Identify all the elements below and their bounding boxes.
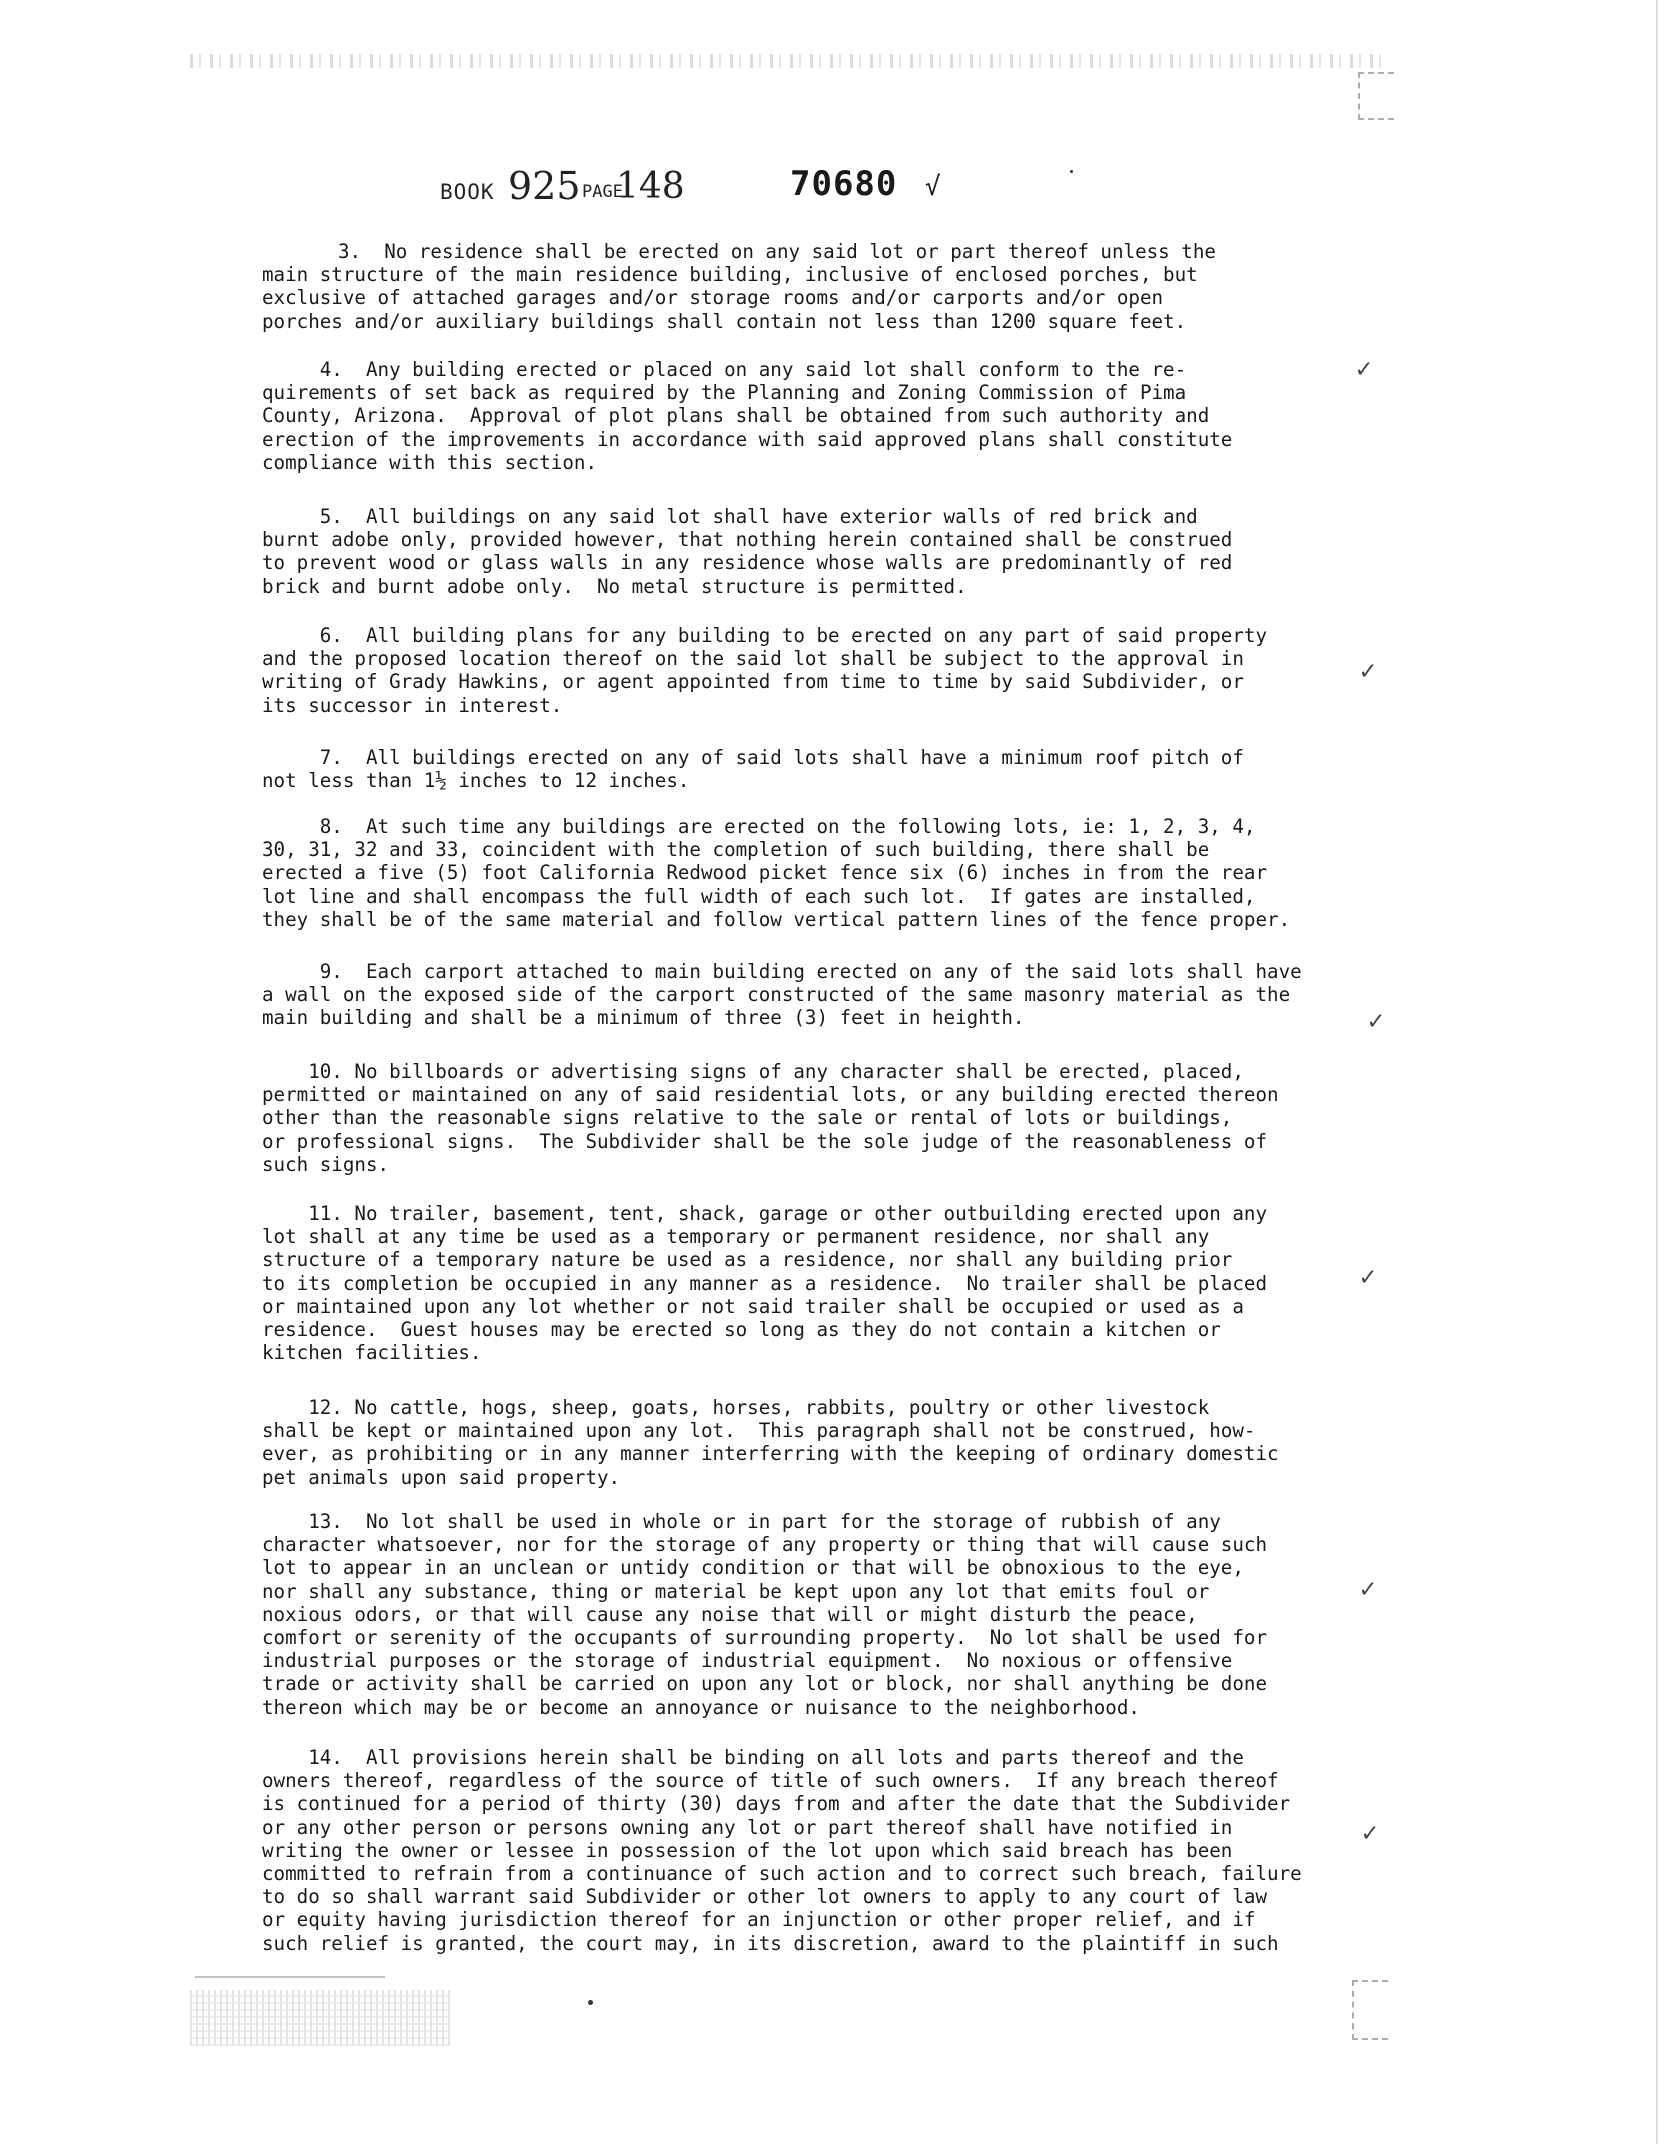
scan-noise-bottom [190,1990,450,2046]
text-line: porches and/or auxiliary buildings shall contain not less than 1200 square feet. [262,309,1187,333]
text-line: exclusive of attached garages and/or storage rooms and/or carports and/or open [262,286,1164,310]
book-number: 925 [508,164,581,208]
text-line: burnt adobe only, provided however, that nothing herein contained shall be construed [262,528,1233,552]
covenant-paragraph [262,1202,1372,1364]
text-line: or equity having jurisdiction thereof for an injunction or other proper relief, and if [262,1908,1256,1932]
text-line: 5. All buildings on any said lot shall have exterior walls of red brick and [262,505,1198,528]
text-line: County, Arizona. Approval of plot plans shall be obtained from such authority and [262,404,1210,428]
page-number: 148 [616,166,685,207]
text-line: not less than 1½ inches to 12 inches. [262,769,690,793]
text-line: structure of a temporary nature be used as a residence, nor shall any building prior [262,1248,1233,1272]
margin-tick-icon: ✓ [1368,1006,1384,1036]
text-line: writing of Grady Hawkins, or agent appointed from time to time by said Subdivider, or [262,670,1244,694]
text-line: compliance with this section. [262,450,598,474]
margin-tick-icon: ✓ [1360,1262,1376,1292]
covenant-paragraph [262,624,1372,717]
text-line: character whatsoever, nor for the storage of any property or thing that will cause such [262,1533,1268,1557]
bottom-rule [195,1976,385,1978]
margin-tick-icon: ✓ [1362,1818,1378,1848]
text-line: committed to refrain from a continuance of such action and to correct such breach, failure [262,1862,1302,1886]
text-line: lot to appear in an unclean or untidy condition or that will be obnoxious to the eye, [262,1556,1244,1580]
text-line: writing the owner or lessee in possession of the lot upon which said breach has been [262,1838,1233,1862]
page-edge [1656,0,1658,2144]
text-line: 6. All building plans for any building to be erected on any part of said property [262,624,1268,647]
text-line: or any other person or persons owning any lot or part thereof shall have notified in [262,1815,1233,1839]
text-line: thereon which may be or become an annoyance or nuisance to the neighborhood. [262,1695,1140,1719]
text-line: 3. No residence shall be erected on any said lot or part thereof unless the [338,240,1216,263]
book-label: BOOK [440,180,495,204]
text-line: noxious odors, or that will cause any noise that will or might disturb the peace, [262,1602,1198,1626]
corner-crop-mark [1358,72,1394,120]
text-line: permitted or maintained on any of said residential lots, or any building erected thereon [262,1083,1279,1107]
covenant-paragraph [262,240,1448,333]
text-line: 8. At such time any buildings are erected on the following lots, ie: 1, 2, 3, 4, [262,815,1256,838]
text-line: 11. No trailer, basement, tent, shack, garage or other outbuilding erected upon any [262,1202,1268,1225]
text-line: they shall be of the same material and follow vertical pattern lines of the fence proper. [262,907,1291,931]
margin-tick-icon: ✓ [1356,354,1372,384]
text-line: lot line and shall encompass the full width of each such lot. If gates are installed, [262,884,1256,908]
text-line: such relief is granted, the court may, in its discretion, award to the plaintiff in such [262,1931,1279,1955]
text-line: or professional signs. The Subdivider shall be the sole judge of the reasonableness of [262,1129,1268,1153]
scan-speck [1070,170,1073,173]
scan-speck [588,2000,593,2005]
text-line: main building and shall be a minimum of three (3) feet in heighth. [262,1006,1025,1030]
text-line: 9. Each carport attached to main building erected on any of the said lots shall have [262,960,1302,983]
text-line: 14. All provisions herein shall be binding on all lots and parts thereof and the [262,1746,1244,1769]
text-line: such signs. [262,1152,390,1176]
text-line: 12. No cattle, hogs, sheep, goats, horses, rabbits, poultry or other livestock [262,1396,1210,1419]
text-line: lot shall at any time be used as a temporary or permanent residence, nor shall any [262,1225,1210,1249]
text-line: to its completion be occupied in any manner as a residence. No trailer shall be placed [262,1271,1268,1295]
margin-tick-icon: ✓ [1360,1574,1376,1604]
text-line: pet animals upon said property. [262,1465,621,1489]
covenant-paragraph [262,1060,1372,1176]
scan-noise-top [190,54,1390,68]
text-line: residence. Guest houses may be erected so long as they do not contain a kitchen or [262,1318,1221,1342]
text-line: a wall on the exposed side of the carport constructed of the same masonry material as the [262,983,1291,1007]
text-line: to prevent wood or glass walls in any residence whose walls are predominantly of red [262,551,1233,575]
document-number-value: 70680 [790,164,898,204]
check-mark-icon: √ [924,172,942,202]
text-line: industrial purposes or the storage of industrial equipment. No noxious or offensive [262,1649,1233,1673]
text-line: and the proposed location thereof on the said lot shall be subject to the approval in [262,647,1244,671]
text-line: 13. No lot shall be used in whole or in part for the storage of rubbish of any [262,1510,1221,1533]
covenant-paragraph [262,815,1372,931]
corner-crop-mark [1352,1980,1388,2040]
covenant-paragraph [262,358,1372,474]
text-line: 7. All buildings erected on any of said lots shall have a minimum roof pitch of [262,746,1244,769]
covenant-paragraph [262,1746,1372,1955]
text-line: quirements of set back as required by the Planning and Zoning Commission of Pima [262,381,1187,405]
text-line: 30, 31, 32 and 33, coincident with the completion of such building, there shall be [262,838,1210,862]
covenant-paragraph [262,505,1372,598]
text-line: 4. Any building erected or placed on any said lot shall conform to the re- [262,358,1187,381]
text-line: brick and burnt adobe only. No metal structure is permitted. [262,574,967,598]
text-line: other than the reasonable signs relative to the sale or rental of lots or buildings, [262,1106,1233,1130]
text-line: or maintained upon any lot whether or not said trailer shall be occupied or used as a [262,1294,1244,1318]
text-line: kitchen facilities. [262,1341,482,1365]
text-line: 10. No billboards or advertising signs of any character shall be erected, placed, [262,1060,1244,1083]
margin-tick-icon: ✓ [1360,656,1376,686]
covenant-paragraph [262,960,1372,1030]
text-line: is continued for a period of thirty (30) days from and after the date that the Subdivider [262,1792,1291,1816]
covenant-paragraph [262,1510,1372,1719]
text-line: erection of the improvements in accordance with said approved plans shall constitute [262,427,1233,451]
text-line: shall be kept or maintained upon any lot. This paragraph shall not be construed, how- [262,1419,1256,1443]
text-line: owners thereof, regardless of the source of title of such owners. If any breach thereof [262,1769,1279,1793]
text-line: to do so shall warrant said Subdivider or other lot owners to apply to any court of law [262,1885,1268,1909]
text-line: trade or activity shall be carried on upon any lot or block, nor shall anything be done [262,1672,1268,1696]
text-line: nor shall any substance, thing or material be kept upon any lot that emits foul or [262,1579,1210,1603]
text-line: comfort or serenity of the occupants of surrounding property. No lot shall be used for [262,1626,1268,1650]
document-number [790,164,942,204]
covenant-paragraph [262,746,1372,792]
covenant-paragraph [262,1396,1372,1489]
page-label: PAGE [582,182,623,202]
text-line: ever, as prohibiting or in any manner interferring with the keeping of ordinary domestic [262,1442,1279,1466]
text-line: erected a five (5) foot California Redwood picket fence six (6) inches in from the rear [262,861,1268,885]
text-line: its successor in interest. [262,693,563,717]
text-line: main structure of the main residence building, inclusive of enclosed porches, but [262,263,1198,287]
